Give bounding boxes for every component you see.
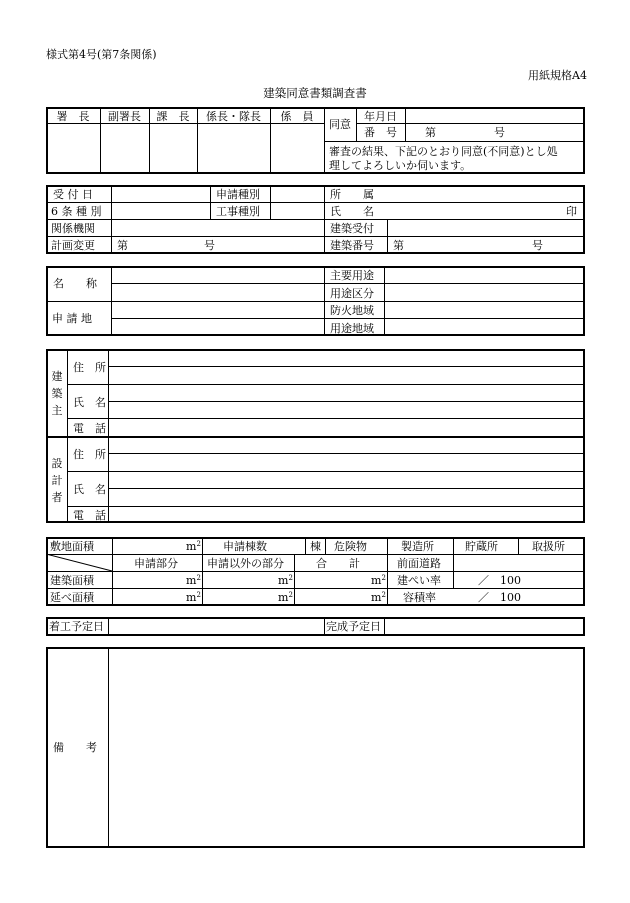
floor-area-unit-1: $m^2$ [186, 591, 201, 604]
diagonal-cell [46, 554, 113, 572]
name-label: 氏 名 [330, 205, 374, 218]
deputy-chief-label: 副署長 [108, 110, 141, 123]
coverage-ratio: ／ 100 [478, 574, 521, 587]
plan-change-go: 号 [204, 239, 215, 252]
staff-label: 係 員 [280, 110, 314, 123]
floor-area-label: 延べ面積 [50, 591, 94, 604]
designer-name-label: 氏 名 [73, 483, 106, 496]
consent-number-label: 番 号 [364, 126, 397, 139]
seal-mark: 印 [566, 205, 577, 218]
received-date-label: 受 付 日 [53, 188, 93, 201]
designer-vertical-label: 設 計 者 [51, 457, 63, 504]
application-type-label: 申請種別 [216, 188, 260, 201]
unit-leader-label: 係長・隊長 [206, 110, 261, 123]
building-reception-label: 建築受付 [330, 222, 374, 235]
fire-zone-label: 防火地域 [330, 304, 374, 317]
main-use-label: 主要用途 [330, 269, 374, 282]
coverage-label: 建ぺい率 [397, 574, 441, 587]
page-title: 建築同意書類調査書 [263, 86, 367, 100]
consent-number-dai: 第 [425, 126, 436, 139]
designer-address-label: 住 所 [73, 448, 106, 461]
site-area-label: 敷地面積 [50, 540, 94, 553]
floor-area-unit-2: $m^2$ [278, 591, 293, 604]
affiliation-label: 所 属 [330, 188, 374, 201]
consent-label: 同意 [329, 118, 351, 131]
consent-date-label: 年月日 [364, 110, 397, 123]
site-address-label: 申 請 地 [52, 312, 92, 325]
form-number: 様式第4号(第7条関係) [46, 48, 157, 61]
completion-date-label: 完成予定日 [326, 620, 381, 633]
handling-label: 取扱所 [532, 540, 565, 553]
approval-note-line1: 審査の結果、下記のとおり同意(不同意)とし処 [329, 145, 558, 158]
owner-name-label: 氏 名 [73, 396, 106, 409]
paper-size: 用紙規格A4 [528, 69, 587, 82]
article6-type-label: 6 条 種 別 [51, 205, 102, 218]
related-agency-label: 関係機関 [51, 222, 95, 235]
site-name-label: 名 称 [53, 277, 97, 290]
building-number-dai: 第 [393, 239, 404, 252]
start-date-label: 着工予定日 [49, 620, 104, 633]
plan-change-label: 計画変更 [51, 239, 95, 252]
plan-change-dai: 第 [117, 239, 128, 252]
use-district-label: 用途地域 [330, 322, 374, 335]
work-type-label: 工事種別 [216, 205, 260, 218]
building-count-unit: 棟 [310, 540, 321, 553]
owner-address-label: 住 所 [73, 361, 106, 374]
owner-vertical-label: 建 築 主 [51, 370, 63, 417]
building-area-unit-1: $m^2$ [186, 574, 201, 587]
far-ratio: ／ 100 [478, 591, 521, 604]
remarks-label: 備 考 [53, 741, 97, 754]
building-area-unit-2: $m^2$ [278, 574, 293, 587]
owner-phone-label: 電 話 [73, 422, 106, 435]
chief-label: 署 長 [56, 110, 90, 123]
use-zone-label: 用途区分 [330, 287, 374, 300]
applied-part-label: 申請部分 [134, 557, 178, 570]
building-area-unit-3: $m^2$ [371, 574, 386, 587]
factory-label: 製造所 [401, 540, 434, 553]
approval-note-line2: 理してよろしいか伺います。 [329, 159, 472, 172]
storage-label: 貯蔵所 [465, 540, 498, 553]
total-label: 合 計 [316, 557, 360, 570]
consent-number-go: 号 [494, 126, 505, 139]
hazard-label: 危険物 [334, 540, 367, 553]
front-road-label: 前面道路 [397, 557, 441, 570]
building-count-label: 申請棟数 [223, 540, 267, 553]
building-number-label: 建築番号 [330, 239, 374, 252]
floor-area-unit-3: $m^2$ [371, 591, 386, 604]
other-part-label: 申請以外の部分 [207, 557, 284, 570]
far-label: 容積率 [403, 591, 436, 604]
building-area-label: 建築面積 [50, 574, 94, 587]
section-chief-label: 課 長 [156, 110, 190, 123]
site-area-unit: $m^2$ [186, 540, 201, 553]
building-number-go: 号 [532, 239, 543, 252]
designer-phone-label: 電 話 [73, 509, 106, 522]
